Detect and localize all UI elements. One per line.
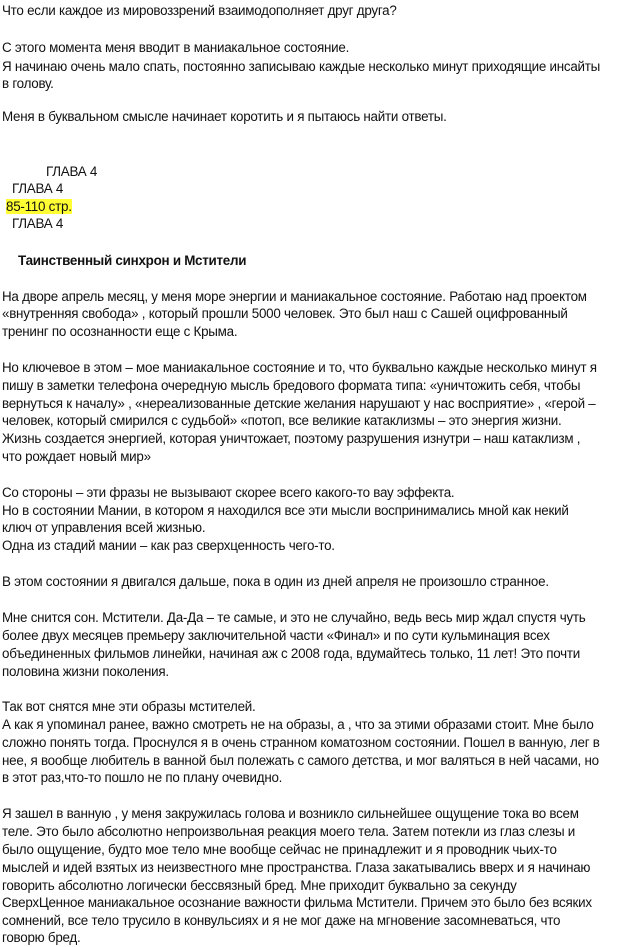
body-line: Так вот снятся мне эти образы мстителей. [2,699,256,714]
body-line: Но в состоянии Мании, в котором я находился все эти мысли воспринимались мной как некий [2,503,569,518]
intro-line: Меня в буквальном смысле начинает коротить и я пытаюсь найти ответы. [2,109,447,124]
body-line: СверхЦенное маниакальное осознание важности фильма Мстители. Причем это было без всяких [2,895,592,910]
body-line: объединенных фильмов линейки, начиная аж с 2008 года, вдумайтесь только, 11 лет! Это почти [2,646,581,661]
body-line: нее, я вообще любитель в ванной был полежать с самого детства, и мог валяться в ней часами, но [2,753,599,768]
body-line: половина жизни поколения. [2,664,169,679]
body-line: в этот раз,что-то пошло не по плану очевидно. [2,770,283,785]
body-line: человек, который смирился с судьбой» «потоп, все великие катаклизмы – это энергия жизни. [2,413,562,428]
body-line: Со стороны – эти фразы не вызывают скорее всего какого-то вау эффекта. [2,485,455,500]
body-line: Жизнь создается энергией, которая уничтожает, поэтому разрушения изнутри – наш катаклизм , [2,431,581,446]
body-line: мыслей и идей взятых из неизвестного мне пространства. Глаза закатывались вверх и я начинаю [2,860,591,875]
page-range-highlight: 85-110 стр. [6,199,72,214]
body-line: говорю бред. [2,930,81,945]
body-line: ключ от управления всей жизнью. [2,520,206,535]
body-line: тренинг по осознанности еще с Крыма. [2,324,238,339]
body-line: сомнений, все тело трусило в конвульсиях и я не мог даже на мгновение засомневаться, что [2,913,561,928]
body-line: «внутренняя свобода» , который прошли 5000 человек. Это был наш с Сашей оцифрованный [2,306,568,321]
body-line: пишу в заметки телефона очередную мысль бредового формата типа: «уничтожить себя, чтобы [2,378,581,393]
chapter-header: ГЛАВА 4 [12,216,64,231]
body-line: На дворе апрель месяц, у меня море энергии и маниакальное состояние. Работаю над проектом [2,289,587,304]
intro-line: в голову. [2,76,54,91]
chapter-header: ГЛАВА 4 [12,181,64,196]
intro-line: С этого момента меня вводит в маниакальное состояние. [2,40,350,55]
section-title: Таинственный синхрон и Мстители [18,253,247,268]
body-line: Одна из стадий мании – как раз сверхценность чего-то. [2,538,335,553]
body-line: В этом состоянии я двигался дальше, пока в один из дней апреля не произошло странное. [2,574,549,589]
body-line: сложно понять тогда. Проснулся я в очень странном коматозном состоянии. Пошел в ванную, лег в [2,735,600,750]
body-line: Я зашел в ванную , у меня закружилась голова и возникло сильнейшее ощущение тока во всем [2,806,579,821]
body-line: вернуться к началу» , «нереализованные детские желания нарушают у нас восприятие» , «герой – [2,396,596,411]
body-line: Но ключевое в этом – мое маниакальное состояние и то, что буквально каждые несколько минут я [2,360,597,375]
body-line: говорить абсолютно логически бессвязный бред. Мне приходит буквально за секунду [2,878,517,893]
body-line: А как я упоминал ранее, важно смотреть не на образы, а , что за этими образами стоит. Мне было [2,717,594,732]
intro-line: Я начинаю очень мало спать, постоянно записываю каждые несколько минут приходящие инсайты [2,59,601,74]
chapter-header: ГЛАВА 4 [46,164,98,179]
body-line: Мне снится сон. Мстители. Да-Да – те самые, и это не случайно, ведь весь мир ждал спустя чуть [2,610,586,625]
intro-line: Что если каждое из мировоззрений взаимодополняет друг друга? [2,3,397,18]
body-line: теле. Это было абсолютно непроизвольная реакция моего тела. Затем потекли из глаз слезы и [2,824,576,839]
body-line: было ощущение, будто мое тело мне вообще сейчас не принадлежит и я проводник чьих-то [2,842,557,857]
body-line: более двух месяцев премьеру заключительной части «Финал» и по сути кульминация всех [2,628,550,643]
body-line: что рождает новый мир» [2,449,151,464]
